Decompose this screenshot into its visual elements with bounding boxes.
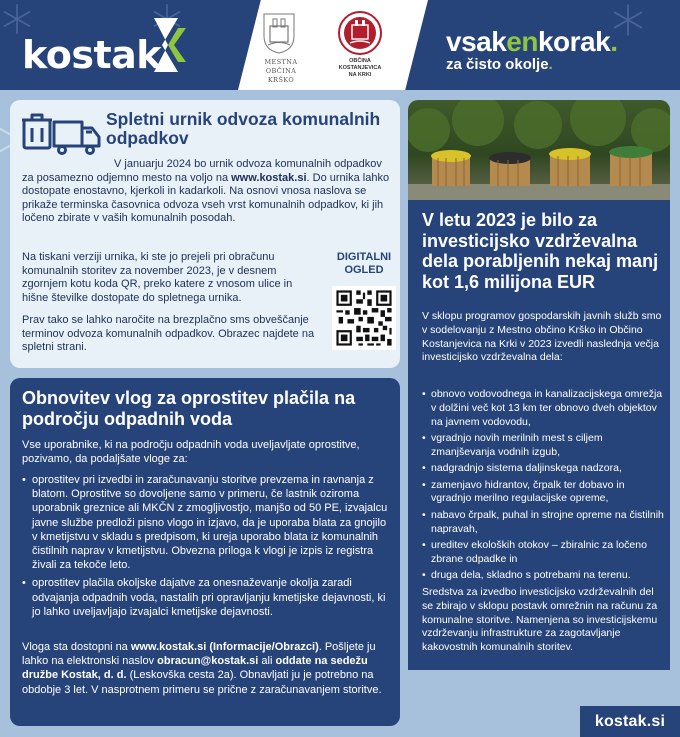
- qr-code-icon[interactable]: [332, 286, 396, 350]
- list-item: [22, 576, 392, 619]
- schedule-paragraph-1: [22, 158, 392, 226]
- municipality-kostanjevica-line1: OBČINA: [349, 58, 371, 64]
- forms-link[interactable]: www.kostak.si (Informacije/Obrazci): [130, 641, 319, 653]
- investment-headline: V letu 2023 je bilo za investicijsko vzdrževalna dela porabljenih nekaj manj kot 1,6 milijona EUR: [422, 210, 659, 292]
- municipality-kostanjevica-line3: NA KRKI: [348, 72, 372, 78]
- list-item-text: ureditev ekoloških otokov – zbiralnic za ločeno zbrane odpadke in: [431, 538, 647, 565]
- slogan: [446, 26, 617, 58]
- bullet-icon: •: [422, 569, 426, 582]
- list-item-text: druga dela, skladno s potrebami na terenu.: [431, 569, 631, 582]
- municipality-kostanjevica-line2: KOSTANJEVICA: [338, 65, 382, 71]
- garbage-truck-icon: [20, 112, 102, 158]
- applications-outro-text-c: . Pošljete ju lahko na elektronski naslov: [22, 641, 376, 668]
- office-address-emphasis: oddate na sedežu družbe Kostak, d. d.: [22, 655, 368, 682]
- list-item-text: oprostitev plačila okoljske dajatve za onesnaževanje okolja zaradi odvajanja odpadnih voda, nastalih pri opravljanju kmetijske dejavnosti, ki jo lahko uveljavljajo izvajalci kmetijske dejavnosti.: [32, 577, 386, 618]
- applications-title: Obnovitev vlog za oprostitev plačila na področju odpadnih voda: [22, 388, 356, 429]
- investment-outro: Sredstva za izvedbo investicijsko vzdrževalnih del se zbirajo v sklopu postavk omrežnin na računu za komunalne storitve. Namenjena so investicijskemu vzdrževanju infrastrukture za zagotavljanje kakovostnih komunalnih storitev.: [422, 586, 658, 654]
- slogan-subtitle-text: za čisto okolje: [446, 56, 549, 73]
- bullet-icon: •: [22, 474, 26, 486]
- bullet-icon: •: [422, 431, 426, 444]
- bullet-icon: •: [422, 388, 426, 400]
- list-item: [422, 569, 666, 583]
- email-link[interactable]: obracun@kostak.si: [157, 655, 259, 668]
- municipal-crest-krsko-icon: [262, 12, 296, 54]
- applications-panel: [10, 378, 400, 726]
- slogan-subtitle-dot: .: [548, 56, 553, 73]
- bullet-icon: •: [22, 577, 26, 590]
- list-item: [422, 479, 666, 507]
- header: [0, 0, 680, 90]
- snowflake-icon: [0, 2, 34, 36]
- bullet-icon: •: [422, 462, 426, 475]
- municipality-krsko-line2: OBČINA KRŠKO: [265, 67, 297, 84]
- list-item: [422, 462, 666, 476]
- applications-list: [22, 473, 392, 623]
- list-item: [422, 388, 666, 429]
- schedule-paragraph-3: Prav tako se lahko naročite na brezplačno sms obveščanje terminov odvoza komunalnih odpadkov. Obrazec najdete na spletni strani.: [22, 314, 315, 354]
- recycling-containers-photo: [408, 100, 670, 200]
- slogan-subtitle: [446, 56, 553, 73]
- applications-outro-text-g: (Leskovška cesta 2a). Obnavljati ju je potrebno na obdobje 3 let. V nasprotnem primeru se pričnе z zaračunavanjem storitve.: [22, 669, 382, 696]
- applications-outro-text-e: ali: [258, 655, 276, 668]
- digital-view-label: [334, 251, 394, 277]
- investment-list: [422, 388, 666, 586]
- municipality-kostanjevica-label: [330, 58, 390, 79]
- bullet-icon: •: [422, 478, 426, 491]
- bullet-icon: •: [422, 508, 426, 521]
- applications-intro: Vse uporabnike, ki na področju odpadnih voda uveljavljate oprostitve, pozivamo, da podaljšate vloge za:: [22, 439, 360, 466]
- bullet-icon: •: [422, 538, 426, 551]
- slogan-part2: en: [506, 26, 538, 57]
- list-item: [422, 432, 666, 460]
- schedule-title: Spletni urnik odvoza komunalnih odpadkov: [106, 109, 381, 148]
- schedule-paragraph-2: Na tiskani verziji urnika, ki ste jo prejeli pri obračunu komunalnih storitev za november 2023, je v desnem zgornjem kotu koda QR, preko katere z vnosom ulice in hišne številke dostopate do spletnega urnika.: [22, 251, 293, 304]
- list-item: [422, 539, 666, 567]
- slogan-part1: vsak: [446, 26, 507, 57]
- municipal-crest-kostanjevica-icon: [338, 11, 382, 55]
- municipality-krsko-label: [252, 58, 310, 85]
- schedule-website-link[interactable]: www.kostak.si: [231, 171, 307, 184]
- list-item-text: zamenjavo hidrantov, črpalk ter dobavo in vgradnjo merilno regulacijske opreme,: [431, 478, 625, 505]
- slogan-part3: korak: [537, 26, 611, 57]
- list-item: [22, 473, 392, 572]
- investment-intro: V sklopu programov gospodarskih javnih služb smo v sodelovanju z Mestno občino Krško in Občino Kostanjevica na Krki v 2023 izvedli naslednja večja investicijsko vzdrževalna dela:: [422, 310, 662, 364]
- schedule-panel: [10, 100, 400, 368]
- kostak-logo: kostak: [22, 33, 162, 77]
- applications-outro-text-a: Vloga sta dostopni na: [22, 641, 131, 653]
- list-item-text: nadgradnjo sistema daljinskega nadzora,: [431, 462, 622, 475]
- schedule-p1-text-b: . Do urnika lahko dostopate enostavno, kjerkoli in kadarkoli. Na osnovi vnosa naslova se prikaže terminska časovnica odvoza vseh vrst komunalnih odpadkov, ki jih ločeno zbirate v vaših komunalnih posodah.: [22, 171, 390, 225]
- list-item-text: oprostitev pri izvedbi in zaračunavanju storitve prevzema in ravnanja z blatom. Oprostitve so dovoljene samo v primeru, če lastnik oziroma uporabnik greznice ali MKČN z zmogljivostjo, manjšo od 50 PE, izvajalcu javne službe predloži pisno vlogo in izjavo, da je uporaba blata za gnojilo v kmetijstvu v skladu s predpisom, ki ureja uporabo blata iz komunalnih čistilnih naprav v kmetijstvu. Obvezna priloga k vlogi je izpis iz registra živali za tekoče leto.: [32, 474, 388, 572]
- digital-view-line2: OGLED: [344, 264, 384, 276]
- investment-panel: [408, 200, 670, 670]
- digital-view-line1: DIGITALNI: [336, 251, 392, 263]
- applications-outro: [22, 640, 392, 697]
- footer-website-link[interactable]: kostak.si: [580, 706, 680, 737]
- slogan-dot: .: [610, 26, 618, 57]
- schedule-p1-text-a: V januarju 2024 bo urnik odvoza komunalnih odpadkov za posamezno odjemno mesto na voljo na: [22, 158, 382, 184]
- municipality-krsko-line1: MESTNA: [264, 58, 298, 66]
- list-item-text: obnovo vodovodnega in kanalizacijskega omrežja v dolžini več kot 13 km ter obnovo dveh objektov na javnem vodovodu,: [431, 388, 663, 428]
- list-item-text: vgradnjo novih merilnih mest s ciljem zmanjševanja vodnih izgub,: [431, 431, 603, 458]
- list-item-text: nabavo črpalk, puhal in strojne opreme na čistilnih napravah,: [431, 508, 664, 535]
- kostak-logo-mark-icon: [148, 14, 188, 76]
- list-item: [422, 509, 666, 537]
